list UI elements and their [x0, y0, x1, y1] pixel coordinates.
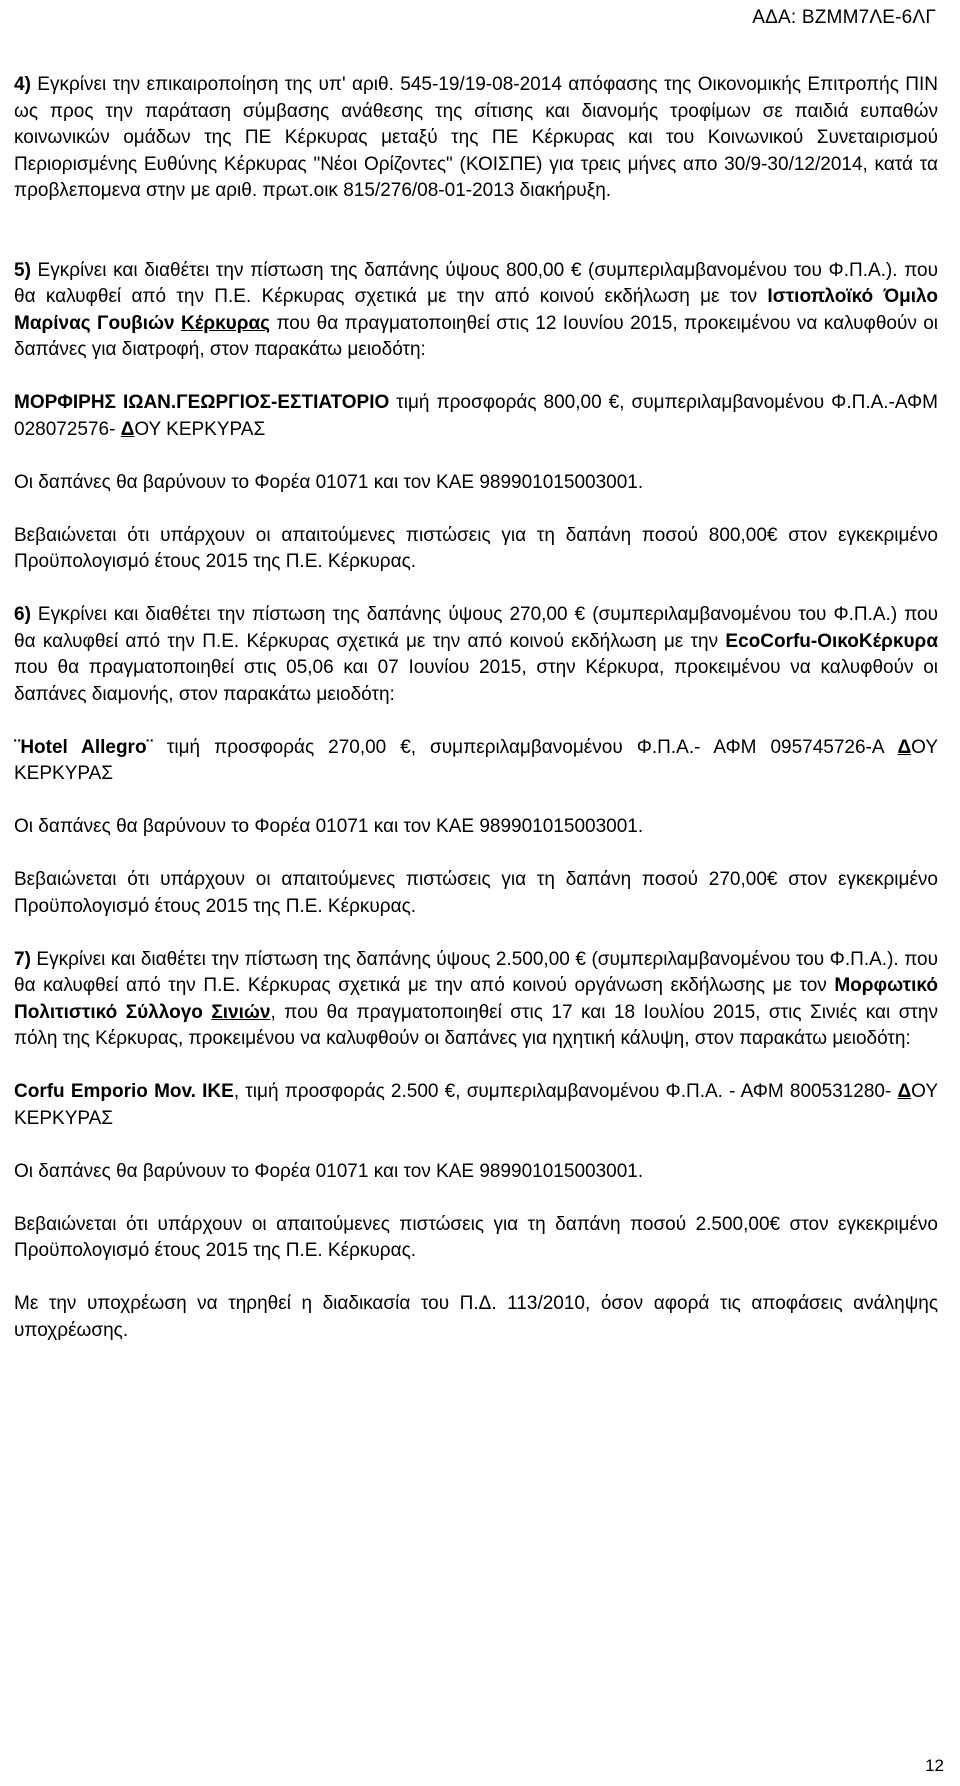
item-6-number: 6) — [14, 604, 31, 625]
item-7-org: Μορφωτικό Πολιτιστικό Σύλλογο — [14, 975, 938, 1023]
item-6-supplier — [14, 735, 938, 788]
item-5-supplier-name: ΜΟΡΦΙΡΗΣ ΙΩΑΝ.ΓΕΩΡΓΙΟΣ-ΕΣΤΙΑΤΟΡΙΟ — [14, 392, 390, 413]
item-7-number: 7) — [14, 948, 31, 970]
item-5-text: Εγκρίνει και διαθέτει την πίστωση της δαπάνης ύψους 800,00 € (συμπεριλαμβανομένου του Φ.Π.Α.). που θα καλυφθεί από την Π.Ε. Κέρκυρας σχετικά με την από κοινού εκδήλωση με τον — [14, 259, 938, 307]
item-7-supplier-details: , τιμή προσφοράς 2.500 €, συμπεριλαμβανομένου Φ.Π.Α. - ΑΦΜ 800531280- — [233, 1081, 898, 1102]
item-5-charge: Οι δαπάνες θα βαρύνουν το Φορέα 01071 και τον ΚΑΕ 98990101500300​1. — [14, 471, 644, 493]
item-5-certify: Βεβαιώνεται ότι υπάρχουν οι απαιτούμενες πιστώσεις για τη δαπάνη ποσού 800,00€ στον εγκεκριμένο Προϋπολογισμό έτους 2015 της Π.Ε. Κέρκυρας. — [14, 524, 938, 572]
item-7-doy-letter: Δ — [897, 1081, 912, 1102]
page-number: 12 — [925, 1756, 944, 1775]
item-7-supplier-name: Corfu Emporio Mov. IKE — [14, 1081, 234, 1102]
document-body — [14, 72, 938, 1344]
item-6-supplier-details: τιμή προσφοράς 270,00 €, συμπεριλαμβανομένου Φ.Π.Α.- ΑΦΜ 095745726-Α — [152, 736, 898, 758]
item-6-text: Εγκρίνει και διαθέτει την πίστωση της δαπάνης ύψους 270,00 € (συμπεριλαμβανομένου του Φ.Π.Α.) που θα καλυφθεί από την Π.Ε. Κέρκυρας σχετικά με την από κοινού εκδήλωση με την — [14, 604, 938, 652]
item-5-doy: ΟΥ ΚΕΡΚΥΡΑΣ — [134, 418, 266, 440]
item-5-org: Ιστιοπλοϊκό Όμιλο Μαρίνας Γουβιών — [14, 286, 938, 334]
item-6-certify: Βεβαιώνεται ότι υπάρχουν οι απαιτούμενες πιστώσεις για τη δαπάνη ποσού 270,00€ στον εγκεκριμένο Προϋπολογισμό έτους 2015 της Π.Ε. Κέρκυρας. — [14, 869, 938, 917]
item-7-charge: Οι δαπάνες θα βαρύνουν το Φορέα 01071 και τον ΚΑΕ 98990101500300​1. — [14, 1160, 644, 1182]
item-6-charge: Οι δαπάνες θα βαρύνουν το Φορέα 01071 και τον ΚΑΕ 98990101500300​1. — [14, 816, 644, 837]
item-7-certify: Βεβαιώνεται ότι υπάρχουν οι απαιτούμενες πιστώσεις για τη δαπάνη ποσού 2.500,00€ στον εγκεκριμένο Προϋπολογισμό έτους 2015 της Π.Ε. Κέρκυρας. — [14, 1213, 938, 1261]
item-7 — [14, 947, 938, 1053]
item-5-org-place: Κέρκυρας — [181, 312, 271, 334]
closing-paragraph: Με την υποχρέωση να τηρηθεί η διαδικασία του Π.Δ. 113/2010, όσον αφορά τις αποφάσεις ανάληψης υποχρέωσης. — [14, 1293, 938, 1341]
item-5-doy-letter: Δ — [120, 418, 135, 440]
item-6-doy: ΟΥ ΚΕΡΚΥΡΑΣ — [14, 736, 938, 784]
item-5-supplier-details: τιμή προσφοράς 800,00 €, συμπεριλαμβανομένου Φ.Π.Α.-ΑΦΜ 028072576- — [14, 392, 938, 440]
item-6-org: EcoCorfu-ΟικοΚέρκυρα — [725, 630, 938, 652]
item-6-doy-letter: Δ — [897, 736, 912, 758]
item-5-supplier — [14, 390, 938, 443]
item-7-supplier — [14, 1079, 938, 1132]
item-7-text: Εγκρίνει και διαθέτει την πίστωση της δαπάνης ύψους 2.500,00 € (συμπεριλαμβανομένου του Φ.Π.Α.). που θα καλυφθεί από την Π.Ε. Κέρκυρας σχετικά με την από κοινού οργάνωση εκδήλωσης με τον — [14, 948, 938, 996]
item-7-text-2: , που θα πραγματοποιηθεί στις 17 και 18 Ιουλίου 2015, στις Σινιές και στην πόλη της Κέρκυρας, προκειμένου να καλυφθούν οι δαπάνες για ηχητική κάλυψη, στον παρακάτω μειοδότη: — [14, 1001, 938, 1049]
item-6-text-2: που θα πραγματοποιηθεί στις 05,06 και 07 Ιουνίου 2015, στην Κέρκυρα, προκειμένου να καλυφθούν οι δαπάνες διαμονής, στον παρακάτω μειοδότη: — [14, 657, 938, 705]
item-4-text: Εγκρίνει την επικαιροποίηση της υπ' αριθ. 545-19/19-08-2014 απόφασης της Οικονομικής Επιτροπής ΠΙΝ ως προς την παράταση σύμβασης ανάθεσης της σίτισης και διανομής τροφίμων σε παιδιά ευπαθών κοινωνικών ομάδων της ΠΕ Κέρκυρας μεταξύ της ΠΕ Κέρκυρας και του Κοινωνικού Συνεταιρισμού Περιορισμένης Ευθύνης Κέρκυρας "Νέοι Ορίζοντες" (ΚΟΙΣΠΕ) για τρεις μήνες απο 30/9-30/12/2014, κατά τα προβλεπομενα στην με αριθ. πρωτ.οικ 815/276/08-01-2013 διακήρυξη. — [14, 74, 938, 201]
ada-code: ΑΔΑ: ΒΖΜΜ7ΛΕ-6ΛΓ — [752, 7, 936, 28]
item-5 — [14, 258, 938, 364]
item-7-org-place: Σινιών — [211, 1001, 271, 1023]
item-4 — [14, 72, 938, 205]
item-6-supplier-name: ¨Hotel Allegro¨ — [14, 736, 153, 758]
item-5-number: 5) — [14, 259, 31, 281]
item-5-text-2: που θα πραγματοποιηθεί στις 12 Ιουνίου 2015, προκειμένου να καλυφθούν οι δαπάνες για διατροφή, στον παρακάτω μειοδότη: — [14, 312, 939, 360]
item-7-doy: ΟΥ ΚΕΡΚΥΡΑΣ — [14, 1081, 938, 1129]
item-4-number: 4) — [14, 74, 31, 95]
item-6 — [14, 602, 938, 708]
